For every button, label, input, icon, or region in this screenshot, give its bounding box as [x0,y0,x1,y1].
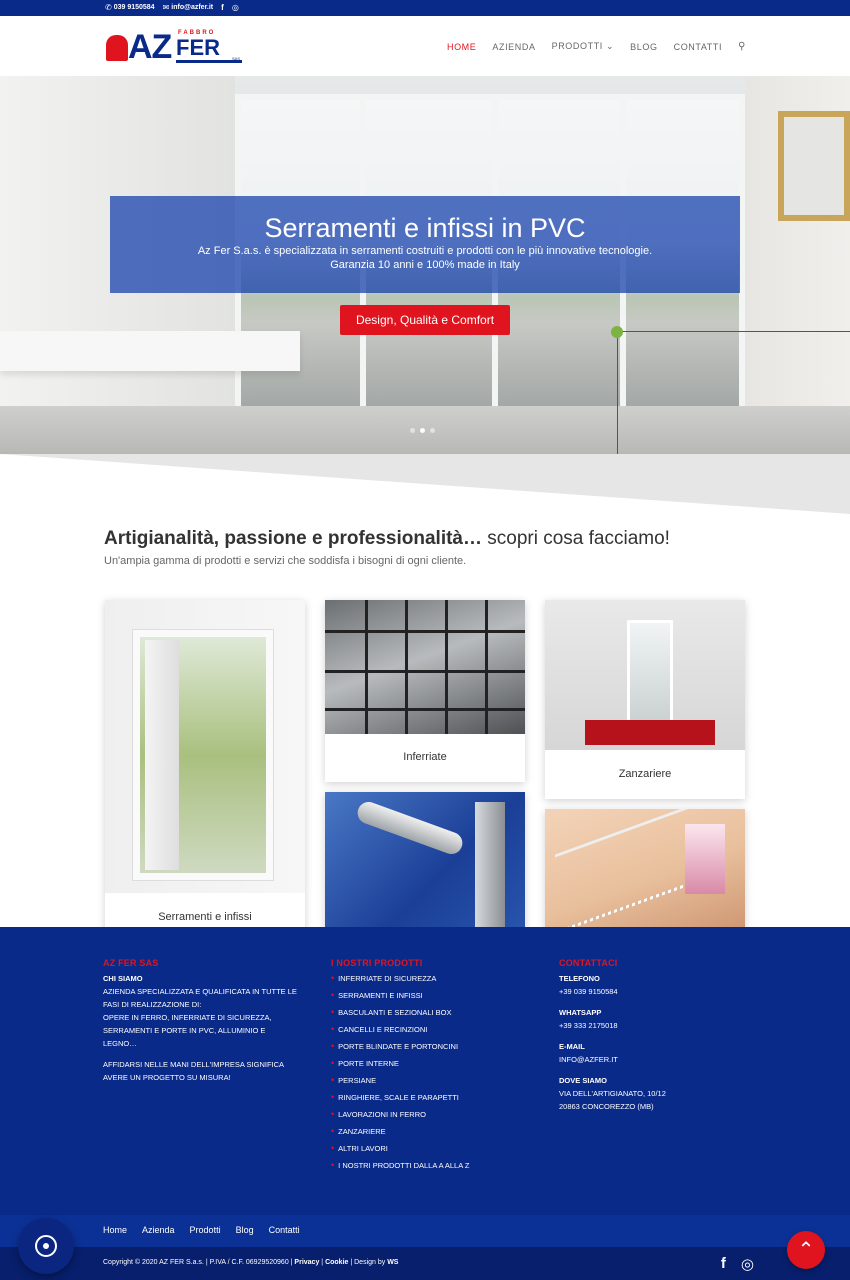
intro-subtitle: Un'ampia gamma di prodotti e servizi che soddisfa i bisogni di ogni cliente. [104,555,467,567]
nav-prodotti[interactable]: PRODOTTI ⌄ [551,41,615,51]
footer-nav-blog[interactable]: Blog [235,1225,254,1235]
footer-company-text: AZIENDA SPECIALIZZATA E QUALIFICATA IN TUTTE LE FASI DI REALIZZAZIONE DI: OPERE IN FERRO, INFERRIATE DI SICUREZZA, SERRAMENTI E PORTE IN PVC, ALLUMINIO E LEGNO… [103,987,297,1048]
footer-product-link[interactable]: • SERRAMENTI E INFISSI [331,989,531,1002]
footer-col-products [331,957,531,1176]
hero-decor-dot [611,326,623,338]
footer-heading: I NOSTRI PRODOTTI [331,958,423,968]
facebook-icon[interactable]: f [221,3,224,12]
mail-icon: ✉ [162,3,170,12]
email-link[interactable]: INFO@AZFER.IT [559,1055,618,1064]
hero-caption [110,196,740,293]
social-links [721,1255,754,1273]
copyright: Copyright © 2020 AZ FER S.a.s. | P.IVA / C.F. 06929520960 | Privacy | Cookie | Design by WS [103,1259,399,1266]
product-card-serramenti[interactable] [105,600,305,940]
site-footer [0,927,850,1215]
nav-azienda[interactable]: AZIENDA [492,41,536,52]
instagram-icon[interactable]: ◎ [231,3,239,12]
footer-subheading: CHI SIAMO [103,974,143,983]
footer-product-link[interactable]: • INFERRIATE DI SICUREZZA [331,972,531,985]
footer-product-link[interactable]: • BASCULANTI E SEZIONALI BOX [331,1006,531,1019]
footer-product-link[interactable]: • PORTE BLINDATE E PORTONCINI [331,1040,531,1053]
footer-nav-home[interactable]: Home [103,1225,128,1235]
footer-nav-contatti[interactable]: Contatti [268,1225,300,1235]
contact-email: E-MAIL INFO@AZFER.IT [559,1040,759,1066]
hero-decor-line [617,331,618,454]
logo[interactable] [106,29,246,65]
product-image-grate [325,600,525,734]
footer-product-link[interactable]: • I NOSTRI PRODOTTI DALLA A ALLA Z [331,1159,531,1172]
designer-link[interactable]: WS [387,1259,399,1266]
footer-heading: AZ FER SAS [103,958,159,968]
contact-address: DOVE SIAMO VIA DELL'ARTIGIANATO, 10/12 20863 CONCOREZZO (MB) [559,1076,666,1111]
product-card-inferriate[interactable] [325,600,525,782]
product-label: Inferriate [403,751,447,763]
phone-icon: ✆ [105,3,112,12]
nav-blog[interactable]: BLOG [630,41,658,52]
logo-brand2: FER [176,35,220,60]
hero-text-line2: Garanzia 10 anni e 100% made in Italy [330,259,520,271]
main-nav [447,41,746,52]
product-label: Zanzariere [618,768,672,780]
chevron-down-icon: ⌄ [606,41,615,51]
footer-nav-azienda[interactable]: Azienda [142,1225,175,1235]
footer-heading: CONTATTACI [559,958,618,968]
phone-link[interactable]: +39 039 9150584 [559,987,618,996]
scroll-to-top-button[interactable] [787,1231,825,1269]
nav-home[interactable]: HOME [446,41,477,52]
footer-col-contacts [559,957,759,1121]
footer-product-link[interactable]: • PERSIANE [331,1074,531,1087]
footer-nav [0,1215,850,1247]
hero-decor-line [617,331,850,332]
section-divider [0,454,850,514]
logo-suffix: SAS [232,56,241,61]
footer-product-link[interactable]: • ALTRI LAVORI [331,1142,531,1155]
footer-product-link[interactable]: • ZANZARIERE [331,1125,531,1138]
cookie-link[interactable]: Cookie [325,1259,349,1266]
footer-product-link[interactable]: • PORTE INTERNE [331,1057,531,1070]
slider-dot-active[interactable] [420,428,425,433]
product-label: Serramenti e infissi [158,911,252,923]
whatsapp-link[interactable]: +39 333 2175018 [559,1021,618,1030]
hero-cta-button[interactable]: Design, Qualità e Comfort [340,305,510,335]
instagram-icon[interactable]: ◎ [740,1256,754,1273]
chevron-up-icon: ⌃ [797,1239,815,1261]
intro-title: Artigianalità, passione e professionalità… scopri cosa facciamo! [104,528,670,549]
top-bar [0,0,850,16]
privacy-link[interactable]: Privacy [294,1259,320,1266]
footer-col-company [103,957,303,1084]
site-header [0,16,850,76]
nav-contatti[interactable]: CONTATTI [673,41,723,52]
footer-product-link[interactable]: • LAVORAZIONI IN FERRO [331,1108,531,1121]
whatsapp-icon [35,1235,57,1257]
slider-dots [410,428,435,433]
contact-whatsapp: WHATSAPP +39 333 2175018 [559,1006,759,1032]
contact-phone: TELEFONO +39 039 9150584 [559,972,759,998]
facebook-icon[interactable]: f [720,1255,726,1272]
logo-brand: AZ [128,28,172,66]
logo-tagline: FABBRO [178,30,216,36]
footer-company-text-2: AFFIDARSI NELLE MANI DELL'IMPRESA SIGNIFICA AVERE UN PROGETTO SU MISURA! [103,1060,285,1082]
footer-product-list [331,972,531,1172]
slider-dot[interactable] [430,428,435,433]
footer-product-link[interactable]: • CANCELLI E RECINZIONI [331,1023,531,1036]
product-card-zanzariere[interactable] [545,600,745,799]
logo-mark [106,35,128,61]
footer-nav-prodotti[interactable]: Prodotti [189,1225,221,1235]
search-icon[interactable]: ⚲ [738,41,746,52]
footer-product-link[interactable]: • RINGHIERE, SCALE E PARAPETTI [331,1091,531,1104]
phone-link[interactable]: ✆ 039 9150584 [105,3,155,12]
product-image-window [105,600,305,893]
hero-bg-table [0,331,300,371]
whatsapp-button[interactable] [18,1218,74,1274]
hero-text-line1: Az Fer S.a.s. è specializzata in serramenti costruiti e prodotti con le più innovative tecnologie. [197,245,653,257]
bottom-bar [0,1247,850,1280]
email-link[interactable]: ✉ info@azfer.it [162,3,214,12]
hero-slider [0,76,850,454]
hero-title: Serramenti e infissi in PVC [264,213,586,243]
product-image-screen [545,600,745,750]
slider-dot[interactable] [410,428,415,433]
hero-bg-mirror [778,111,850,221]
